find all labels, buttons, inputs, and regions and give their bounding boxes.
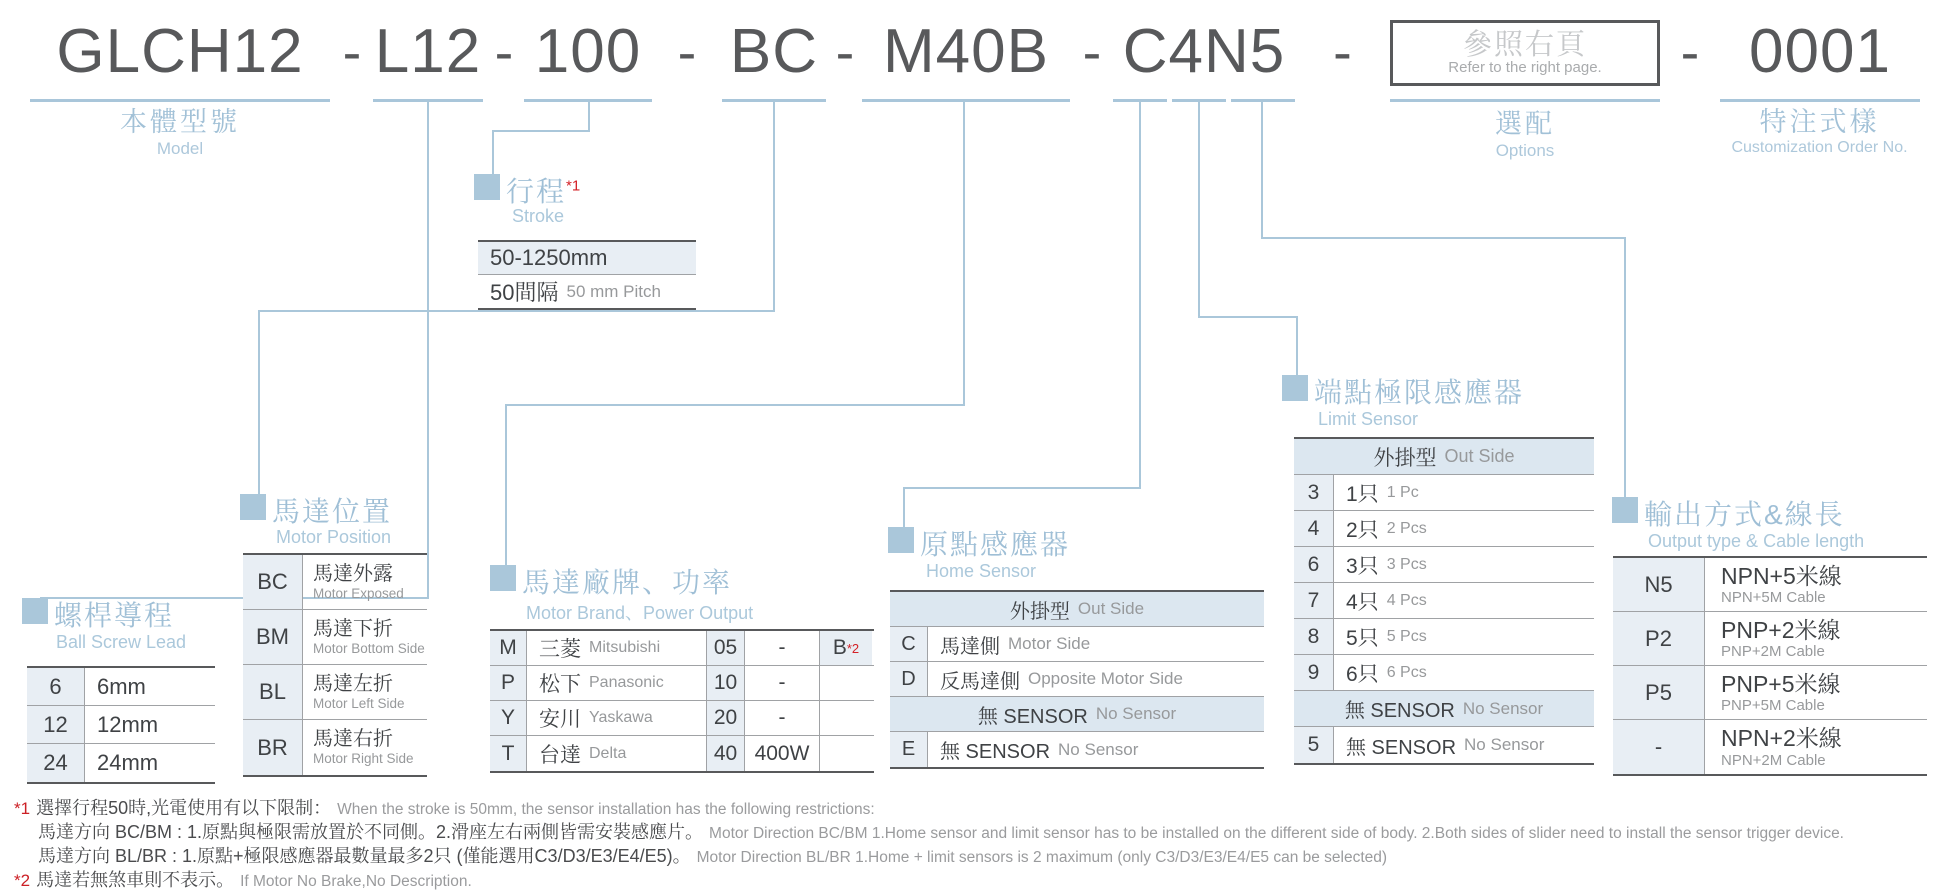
underline-motor <box>862 99 1070 102</box>
brake-code-empty <box>820 666 872 700</box>
code-dash: - <box>342 19 362 83</box>
footnote-en: Motor Direction BC/BM 1.Home sensor and limit sensor has to be installed on the different side of body. 2.Both sides of slider need to install the sensor trigger device. <box>709 825 1844 842</box>
power-code: 05 <box>707 631 745 665</box>
brand-code: M <box>490 631 527 665</box>
connector-brand-v2 <box>505 404 507 567</box>
motor-position-cjk: 馬達下折 <box>313 617 393 640</box>
output-en: PNP+5M Cable <box>1721 697 1825 715</box>
code-segment-stroke: 100 <box>534 16 642 86</box>
limit-sensor-section-subtitle: Limit Sensor <box>1318 409 1419 429</box>
motor-position-cjk: 馬達右折 <box>313 728 393 751</box>
output-cjk: PNP+5米線 <box>1721 670 1841 697</box>
connector-home-v1 <box>1139 101 1141 489</box>
label-options <box>1390 108 1660 162</box>
limit-sensor-en: 3 Pcs <box>1386 555 1427 573</box>
header-cjk: 外掛型 <box>1009 600 1070 623</box>
motor-position-section-subtitle: Motor Position <box>276 527 392 547</box>
output-section-marker <box>1612 497 1638 523</box>
table-row <box>1294 727 1594 763</box>
header-en: No Sensor <box>1095 704 1177 723</box>
motor-position-code: BL <box>243 665 303 719</box>
table-header <box>890 592 1264 627</box>
home-sensor-en: No Sensor <box>1058 739 1139 759</box>
limit-sensor-code: 8 <box>1294 619 1334 654</box>
table-row <box>490 666 874 701</box>
limit-sensor-en: 4 Pcs <box>1386 591 1427 609</box>
label-model-en: Model <box>156 139 204 159</box>
brand-code: P <box>490 666 527 700</box>
table-row <box>890 662 1264 697</box>
footnote-line <box>14 845 1944 869</box>
table-row <box>890 627 1264 662</box>
table-row <box>490 701 874 736</box>
limit-sensor-en: 2 Pcs <box>1386 519 1427 537</box>
underline-options <box>1390 99 1660 102</box>
output-code: - <box>1613 720 1705 774</box>
stroke-section-subtitle: Stroke <box>512 206 565 226</box>
brake-code-empty <box>820 701 872 735</box>
power-value: 400W <box>754 741 810 765</box>
label-model-cjk: 本體型號 <box>120 107 240 137</box>
limit-sensor-code: 9 <box>1294 655 1334 690</box>
motor-position-en: Motor Bottom Side <box>313 640 425 656</box>
label-custom <box>1690 106 1949 159</box>
connector-stroke-h <box>492 130 590 132</box>
brake-code-note: *2 <box>846 640 860 656</box>
footnote-cjk: 選擇行程50時,光電使用有以下限制： <box>36 798 332 818</box>
limit-sensor-section-title: 端點極限感應器 <box>1314 377 1525 408</box>
output-cjk: PNP+2米線 <box>1721 616 1841 643</box>
label-custom-cjk: 特注式樣 <box>1759 107 1880 137</box>
table-row <box>27 668 215 706</box>
table-row <box>1294 655 1594 691</box>
output-en: NPN+5M Cable <box>1721 589 1826 607</box>
brand-code: Y <box>490 701 527 735</box>
lead-section-subtitle: Ball Screw Lead <box>56 632 187 652</box>
stroke-section-marker <box>474 174 500 200</box>
stroke-section-title <box>506 170 580 210</box>
header-en: Out Side <box>1077 599 1145 618</box>
motor-brand-section-subtitle: Motor Brand、Power Output <box>526 603 754 623</box>
table-row <box>243 555 427 610</box>
table-row <box>1294 475 1594 511</box>
underline-order <box>1720 99 1920 102</box>
limit-sensor-code: 3 <box>1294 475 1334 510</box>
underline-sensor-n5 <box>1231 99 1295 102</box>
home-sensor-code: D <box>890 662 928 696</box>
connector-output-v2 <box>1624 237 1626 499</box>
brand-cjk: 三菱 <box>539 638 581 661</box>
home-sensor-table <box>890 590 1264 769</box>
limit-sensor-en: No Sensor <box>1464 735 1545 754</box>
motor-position-cjk: 馬達外露 <box>313 562 393 585</box>
motor-position-cjk: 馬達左折 <box>313 672 393 695</box>
output-code: P5 <box>1613 666 1705 719</box>
brand-cjk: 松下 <box>539 673 581 696</box>
home-sensor-code: E <box>890 732 928 767</box>
power-code: 40 <box>707 736 745 771</box>
output-section-subtitle: Output type & Cable length <box>1648 531 1865 551</box>
header-en: No Sensor <box>1462 698 1544 718</box>
motor-position-section-title: 馬達位置 <box>272 496 393 527</box>
connector-pos-h <box>258 310 775 312</box>
home-sensor-cjk: 反馬達側 <box>940 670 1020 693</box>
code-dash: - <box>1680 19 1700 83</box>
limit-sensor-cjk: 4只 <box>1346 590 1379 614</box>
table-header <box>1294 439 1594 475</box>
home-sensor-cjk: 無 SENSOR <box>940 741 1051 763</box>
table-row <box>890 732 1264 767</box>
motor-position-en: Motor Right Side <box>313 751 414 767</box>
limit-sensor-en: 6 Pcs <box>1386 663 1427 681</box>
motor-position-en: Motor Left Side <box>313 695 405 711</box>
table-row <box>1613 612 1927 666</box>
header-cjk: 無 SENSOR <box>977 705 1088 728</box>
motor-position-code: BM <box>243 610 303 664</box>
connector-output-v1 <box>1261 101 1263 239</box>
brake-code-empty <box>820 736 872 771</box>
power-code: 10 <box>707 666 745 700</box>
connector-pos-v2 <box>258 310 260 496</box>
stroke-pitch-cjk: 50間隔 <box>490 280 559 305</box>
stroke-title-cjk: 行程 <box>506 176 567 207</box>
limit-sensor-code: 6 <box>1294 547 1334 582</box>
code-segment-motor-position: BC <box>729 16 819 86</box>
code-dash: - <box>677 19 697 83</box>
home-sensor-section-marker <box>888 527 914 553</box>
output-cjk: NPN+5米線 <box>1721 562 1842 589</box>
limit-sensor-cjk: 3只 <box>1346 554 1379 578</box>
power-code: 20 <box>707 701 745 735</box>
motor-position-section-marker <box>240 494 266 520</box>
power-value: - <box>778 636 786 659</box>
limit-sensor-code: 4 <box>1294 511 1334 546</box>
code-segment-motor: M40B <box>883 16 1049 86</box>
stroke-range: 50-1250mm <box>490 245 608 270</box>
motor-brand-section-title: 馬達廠牌、功率 <box>522 567 733 598</box>
stroke-title-note: *1 <box>566 177 581 195</box>
table-row <box>243 720 427 775</box>
output-table <box>1613 556 1927 776</box>
lead-code: 6 <box>27 668 85 705</box>
connector-pos-v1 <box>773 101 775 312</box>
limit-sensor-cjk: 無 SENSOR <box>1346 736 1457 759</box>
table-header <box>890 697 1264 732</box>
table-row <box>27 744 215 782</box>
footnote-en: If Motor No Brake,No Description. <box>240 873 472 890</box>
table-row <box>490 736 874 771</box>
limit-sensor-table <box>1294 437 1594 765</box>
footnote-cjk: 馬達若無煞車則不表示。 <box>36 870 235 890</box>
label-options-cjk: 選配 <box>1495 109 1555 139</box>
underline-model <box>30 99 330 102</box>
connector-stroke-v1 <box>588 101 590 132</box>
brand-en: Panasonic <box>589 674 664 691</box>
motor-position-en: Motor Exposed <box>313 585 404 601</box>
table-row <box>243 665 427 720</box>
table-row <box>1294 583 1594 619</box>
lead-desc: 24mm <box>97 750 159 775</box>
brand-code: T <box>490 736 527 771</box>
table-header <box>1294 691 1594 727</box>
limit-sensor-cjk: 1只 <box>1346 482 1379 506</box>
code-segment-order: 0001 <box>1749 16 1891 86</box>
code-segment-lead: L12 <box>374 16 482 86</box>
stroke-pitch-en: 50 mm Pitch <box>566 281 661 301</box>
lead-section-marker <box>22 598 48 624</box>
home-sensor-section-subtitle: Home Sensor <box>926 561 1037 581</box>
brand-en: Mitsubishi <box>589 639 661 656</box>
lead-desc: 6mm <box>97 673 146 699</box>
motor-position-table <box>243 553 427 777</box>
limit-sensor-en: 5 Pcs <box>1386 627 1427 645</box>
label-model <box>30 106 330 160</box>
limit-sensor-code: 7 <box>1294 583 1334 618</box>
limit-sensor-cjk: 5只 <box>1346 626 1379 650</box>
connector-lead-v <box>427 101 429 597</box>
footnote-line <box>14 869 1944 893</box>
footnote-en: Motor Direction BL/BR 1.Home + limit sensors is 2 maximum (only C3/D3/E3/E4/E5 can be selected) <box>696 849 1388 866</box>
connector-limit-v2 <box>1296 316 1298 377</box>
lead-section-title: 螺桿導程 <box>54 600 175 631</box>
table-row <box>27 706 215 744</box>
connector-home-v2 <box>903 487 905 529</box>
table-row <box>478 242 696 275</box>
connector-stroke-v2 <box>492 130 494 176</box>
connector-brand-v1 <box>963 101 965 406</box>
table-row <box>1613 720 1927 774</box>
code-dash: - <box>1333 19 1352 83</box>
footnote-line <box>14 797 1944 821</box>
brand-en: Delta <box>589 744 627 762</box>
output-cjk: NPN+2米線 <box>1721 725 1842 752</box>
limit-sensor-cjk: 6只 <box>1346 662 1379 686</box>
brand-cjk: 安川 <box>539 708 581 731</box>
lead-desc: 12mm <box>97 711 159 737</box>
lead-code: 24 <box>27 744 85 782</box>
home-sensor-en: Opposite Motor Side <box>1028 669 1183 688</box>
home-sensor-cjk: 馬達側 <box>940 635 1000 658</box>
home-sensor-code: C <box>890 627 928 661</box>
motor-brand-section-marker <box>490 565 516 591</box>
connector-limit-h <box>1198 316 1298 318</box>
footnotes <box>14 797 1944 893</box>
brand-en: Yaskawa <box>589 709 653 726</box>
table-row <box>478 275 696 308</box>
footnote-en: When the stroke is 50mm, the sensor installation has the following restrictions: <box>337 801 875 818</box>
table-row <box>1613 666 1927 720</box>
code-segment-model: GLCH12 <box>56 16 304 86</box>
header-en: Out Side <box>1444 446 1515 466</box>
output-en: PNP+2M Cable <box>1721 643 1825 661</box>
table-row <box>490 631 874 666</box>
connector-home-h <box>903 487 1141 489</box>
brand-cjk: 台達 <box>539 743 581 767</box>
output-en: NPN+2M Cable <box>1721 751 1826 769</box>
connector-output-h <box>1261 237 1626 239</box>
home-sensor-en: Motor Side <box>1008 634 1091 653</box>
motor-position-code: BC <box>243 555 303 609</box>
table-row <box>1294 547 1594 583</box>
motor-brand-table <box>490 629 874 773</box>
footnote-mark: *2 <box>14 871 31 890</box>
lead-code: 12 <box>27 706 85 743</box>
output-section-title: 輸出方式&線長 <box>1644 499 1845 530</box>
options-box-sublabel: Refer to the right page. <box>1448 58 1602 76</box>
power-value: - <box>778 706 786 729</box>
code-dash: - <box>494 19 514 83</box>
code-dash: - <box>835 19 855 83</box>
limit-sensor-section-marker <box>1282 375 1308 401</box>
home-sensor-section-title: 原點感應器 <box>920 529 1071 560</box>
table-row <box>1613 558 1927 612</box>
footnote-cjk: 馬達方向 BC/BM : 1.原點與極限需放置於不同側。2.滑座左右兩側皆需安裝感應片。 <box>38 822 704 842</box>
motor-position-code: BR <box>243 720 303 775</box>
label-custom-en: Customization Order No. <box>1731 139 1908 157</box>
limit-sensor-en: 1 Pc <box>1386 483 1419 501</box>
output-code: P2 <box>1613 612 1705 665</box>
code-dash: - <box>1082 19 1102 83</box>
footnote-cjk: 馬達方向 BL/BR : 1.原點+極限感應器最數量最多2只 (僅能選用C3/D3/E3/E4/E5)。 <box>38 846 691 866</box>
header-cjk: 外掛型 <box>1373 446 1437 470</box>
connector-limit-v1 <box>1198 101 1200 318</box>
lead-table <box>27 666 215 784</box>
output-code: N5 <box>1613 558 1705 611</box>
label-options-en: Options <box>1495 141 1555 161</box>
table-row <box>243 610 427 665</box>
header-cjk: 無 SENSOR <box>1344 700 1455 722</box>
stroke-table <box>478 240 696 310</box>
footnote-line <box>14 821 1944 845</box>
table-row <box>1294 619 1594 655</box>
limit-sensor-code: 5 <box>1294 727 1334 763</box>
connector-brand-h <box>505 404 965 406</box>
brake-code <box>820 631 872 665</box>
footnote-mark: *1 <box>14 799 31 818</box>
limit-sensor-cjk: 2只 <box>1346 518 1379 542</box>
options-placeholder-box <box>1390 20 1660 86</box>
power-value: - <box>778 671 786 694</box>
options-box-label: 參照右頁 <box>1462 28 1587 61</box>
code-segment-sensor: C4N5 <box>1122 16 1286 86</box>
brake-code-value: B <box>832 636 847 659</box>
table-row <box>1294 511 1594 547</box>
